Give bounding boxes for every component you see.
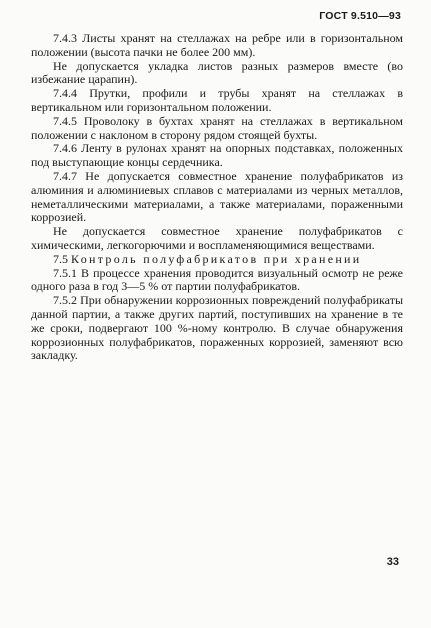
paragraph-7-4-7-note: Не допускается совместное хранение полуфабрикатов с химическими, легкогорючими и воспламеняющимися веществами. (31, 224, 403, 252)
document-header: ГОСТ 9.510—93 (319, 10, 401, 22)
paragraph-7-4-5: 7.4.5 Проволоку в бухтах хранят на стеллажах в вертикальном положении с наклоном в сторону рядом стоящей бухты. (31, 113, 403, 142)
section-heading-7-5 (31, 253, 403, 267)
section-title: Контроль полуфабрикатов при хранении (71, 251, 362, 266)
paragraph-7-4-4: 7.4.4 Прутки, профили и трубы хранят на стеллажах в вертикальном или горизонтальном положении. (31, 86, 403, 114)
paragraph-7-5-1: 7.5.1 В процессе хранения проводится визуальный осмотр не реже одного раза в год 3—5 % от партии полуфабрикатов. (31, 265, 403, 294)
page-body (31, 32, 403, 363)
paragraph-7-4-6: 7.4.6 Ленту в рулонах хранят на опорных подставках, положенных под выступающие концы сердечника. (31, 141, 403, 170)
paragraph-7-4-3: 7.4.3 Листы хранят на стеллажах на ребре или в горизонтальном положении (высота пачки не более 200 мм). (31, 31, 403, 59)
paragraph-7-4-7: 7.4.7 Не допускается совместное хранение полуфабрикатов из алюминия и алюминиевых сплавов с материалами из черных металлов, неметаллическими материалами, а также материалами, пораженными коррозией. (31, 168, 403, 225)
section-number: 7.5 (53, 251, 68, 266)
paragraph-7-4-3-note: Не допускается укладка листов разных размеров вместе (во избежание царапин). (31, 58, 403, 87)
page-number: 33 (386, 556, 399, 568)
paragraph-7-5-2: 7.5.2 При обнаружении коррозионных повреждений полуфабрикаты данной партии, а также других партий, поступивших на хранение в те же сроки, подвергают 100 %-ному контролю. В случае обнаружения коррозионных полуфабрикатов, пораженных коррозией, заменяют всю закладку. (31, 293, 403, 363)
